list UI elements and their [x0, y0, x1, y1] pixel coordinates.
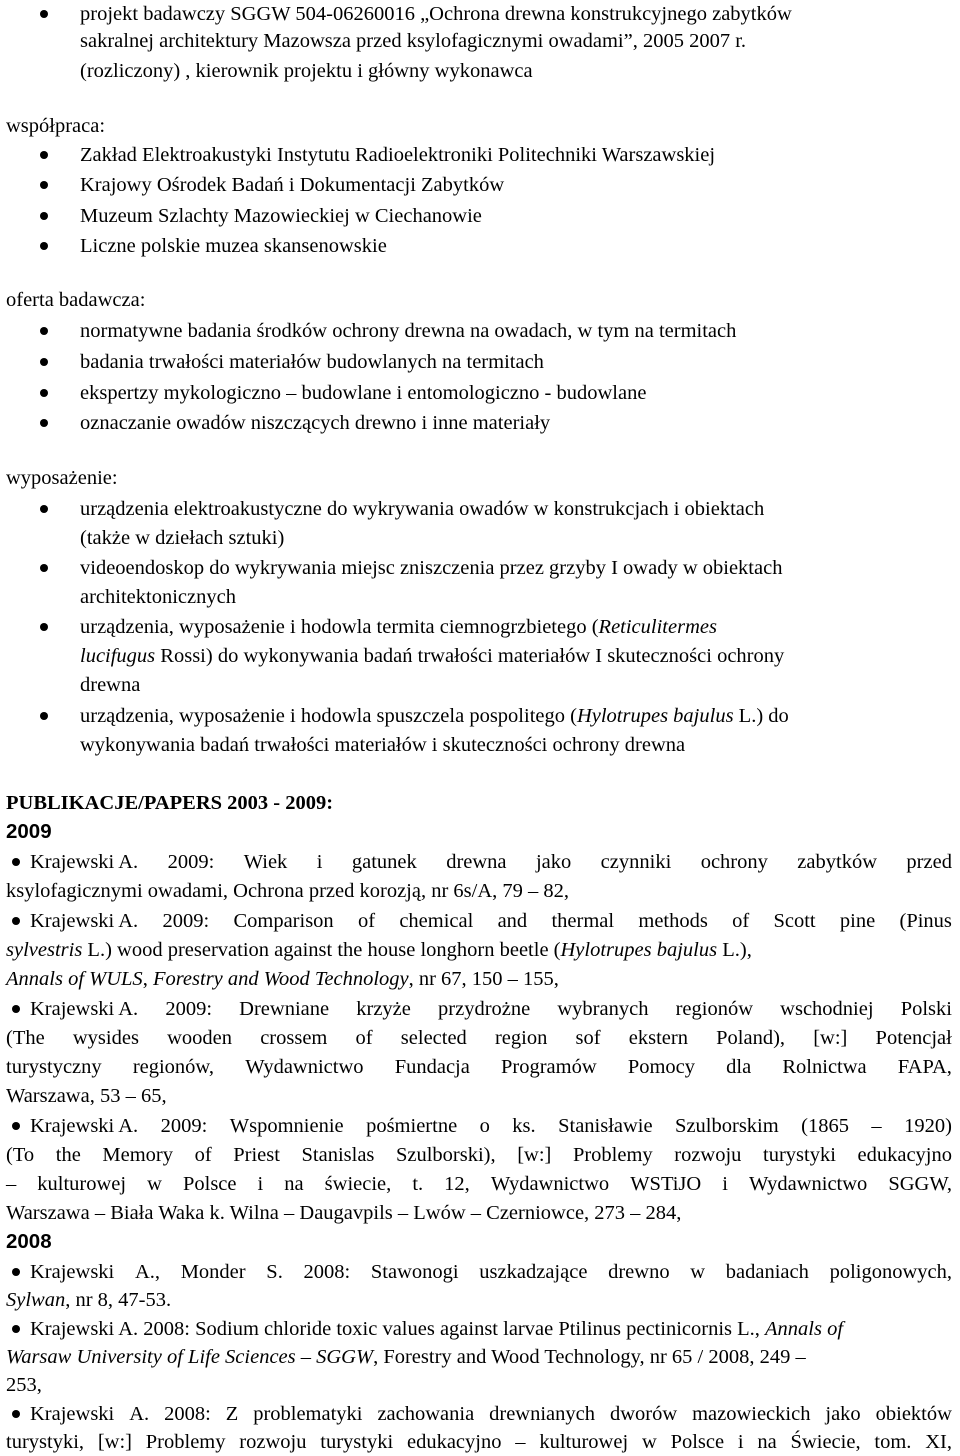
list-item	[80, 613, 717, 641]
publication-line	[30, 907, 952, 935]
word: turystyki	[320, 1431, 394, 1453]
word: Krajewski	[30, 1261, 115, 1283]
list-item: Zakład Elektroakustyki Instytutu Radioelektroniki Politechniki Warszawskiej	[80, 144, 716, 166]
word: chemical	[399, 910, 474, 932]
word: uszkadzające	[479, 1261, 588, 1283]
species-name: sylvestris	[6, 939, 83, 961]
publication-line	[6, 1053, 952, 1081]
word: Pomocy	[627, 1056, 696, 1078]
word: 2009:	[162, 910, 210, 932]
bullet-icon	[40, 712, 48, 720]
word: 2008:	[303, 1261, 351, 1283]
bullet-icon	[40, 212, 48, 220]
list-item	[80, 702, 789, 730]
publication-line	[6, 936, 752, 964]
intro-line: (rozliczony) , kierownik projektu i główny wykonawca	[80, 60, 533, 82]
word: 1920)	[904, 1115, 952, 1137]
bullet-icon	[12, 1325, 20, 1333]
word: 2009:	[165, 998, 213, 1020]
bullet-icon	[40, 327, 48, 335]
text-run: L.),	[717, 939, 752, 961]
list-item: badania trwałości materiałów budowlanych na termitach	[80, 351, 544, 373]
word: Wydawnictwo	[245, 1056, 364, 1078]
word: Krajewski A.	[30, 1115, 139, 1137]
word: i	[722, 1173, 728, 1195]
word: drewna	[446, 851, 507, 873]
word: problematyki	[253, 1403, 363, 1425]
list-item: normatywne badania środków ochrony drewna na owadach, w tym na termitach	[80, 320, 737, 342]
section-heading-equipment: wyposażenie:	[6, 467, 118, 489]
year-heading-2009: 2009	[6, 820, 52, 843]
word: Drewniane	[239, 998, 330, 1020]
word: wybranych	[557, 998, 649, 1020]
word: Polsce	[182, 1173, 237, 1195]
word: –	[871, 1115, 882, 1137]
bullet-icon	[12, 858, 20, 866]
list-item: Muzeum Szlachty Mazowieckiej w Ciechanowie	[80, 205, 482, 227]
list-item-continuation: (także w dziełach sztuki)	[80, 527, 285, 549]
word: (The	[6, 1027, 45, 1049]
word: selected	[400, 1027, 467, 1049]
word: (Pinus	[899, 910, 952, 932]
word: of	[732, 910, 750, 932]
word: i	[257, 1173, 264, 1195]
word: of	[355, 1027, 373, 1049]
word: Stanisławie	[558, 1115, 653, 1137]
word: obiektów	[875, 1403, 952, 1425]
word: Wydawnictwo	[490, 1173, 610, 1195]
word: Krajewski A.	[30, 998, 139, 1020]
word: zachowania	[377, 1403, 475, 1425]
word: świecie,	[324, 1173, 392, 1195]
word: [w:]	[97, 1431, 132, 1453]
word: kulturowej	[539, 1431, 629, 1453]
word: mazowieckich	[692, 1403, 811, 1425]
word: w	[690, 1261, 706, 1283]
publication-line: Warszawa, 53 – 65,	[6, 1085, 167, 1107]
section-heading-publications: PUBLIKACJE/PAPERS 2003 - 2009:	[6, 792, 334, 814]
word: turystyki,	[6, 1431, 85, 1453]
bullet-icon	[40, 389, 48, 397]
text-run: ,	[142, 968, 153, 990]
word: Scott	[773, 910, 816, 932]
word: of	[194, 1144, 212, 1166]
text-run: urządzenia, wyposażenie i hodowla spuszczela pospolitego (	[80, 705, 577, 727]
word: przed	[906, 851, 952, 873]
word: Rolnictwa	[782, 1056, 867, 1078]
publication-line: 253,	[6, 1374, 42, 1396]
list-item: oznaczanie owadów niszczących drewno i inne materiały	[80, 412, 551, 434]
journal-name: Annals of WULS	[6, 968, 143, 990]
word: wschodniej	[780, 998, 874, 1020]
word: Polsce	[670, 1431, 725, 1453]
bullet-icon	[40, 564, 48, 572]
publication-line	[30, 1258, 952, 1286]
word: Świecie,	[790, 1431, 861, 1453]
intro-line: sakralnej architektury Mazowsza przed ksylofagicznymi owadami”, 2005 2007 r.	[80, 30, 747, 52]
text-run: urządzenia, wyposażenie i hodowla termita ciemnogrzbietego (	[80, 616, 599, 638]
word: Wspomnienie	[229, 1115, 344, 1137]
word: Fundacja	[394, 1056, 470, 1078]
publication-line: Warszawa – Biała Waka k. Wilna – Daugavpils – Lwów – Czerniowce, 273 – 284,	[6, 1202, 682, 1224]
word: 12,	[444, 1173, 470, 1195]
word: kulturowej	[37, 1173, 127, 1195]
word: A.,	[134, 1261, 161, 1283]
section-heading-offer: oferta badawcza:	[6, 289, 146, 311]
word: of	[357, 910, 376, 932]
word: Szulborski),	[395, 1144, 496, 1166]
word: rozwoju	[239, 1431, 307, 1453]
word: region	[494, 1027, 548, 1049]
list-item: videoendoskop do wykrywania miejsc zniszczenia przez grzyby I owady w obiektach	[80, 557, 783, 579]
word: (1865	[801, 1115, 849, 1137]
word: regionów	[675, 998, 754, 1020]
word: crossem	[260, 1027, 328, 1049]
word: w	[147, 1173, 162, 1195]
publication-line	[30, 1400, 952, 1428]
word: Programów	[501, 1056, 597, 1078]
word: Comparison	[233, 910, 334, 932]
publication-line	[6, 1286, 171, 1314]
text-run: L.) do	[733, 705, 789, 727]
word: WSTiJO	[630, 1173, 702, 1195]
journal-name: Sylwan	[6, 1289, 66, 1311]
word: badaniach	[725, 1261, 809, 1283]
word: thermal	[551, 910, 615, 932]
word: dla	[726, 1056, 752, 1078]
word: o	[479, 1115, 490, 1137]
word: pośmiertne	[366, 1115, 458, 1137]
publication-line	[6, 1428, 952, 1456]
word: regionów,	[132, 1056, 215, 1078]
word: Monder	[180, 1261, 246, 1283]
word: 2009:	[167, 851, 215, 873]
publication-line	[6, 1024, 952, 1052]
word: Szulborskim	[675, 1115, 779, 1137]
bullet-icon	[40, 10, 48, 18]
species-name: Hylotrupes bajulus	[576, 705, 734, 727]
word: Wiek	[243, 851, 288, 873]
word: przydrożne	[438, 998, 531, 1020]
word: czynniki	[600, 851, 672, 873]
word: wysides	[72, 1027, 139, 1049]
word: turystyczny	[6, 1056, 102, 1078]
list-item: urządzenia elektroakustyczne do wykrywania owadów w konstrukcjach i obiektach	[80, 498, 765, 520]
word: drewnianych	[489, 1403, 595, 1425]
bullet-icon	[40, 419, 48, 427]
word: Memory	[102, 1144, 173, 1166]
word: XI,	[925, 1431, 952, 1453]
word: na	[757, 1431, 777, 1453]
text-run: , Forestry and Wood Technology, nr 65 / 2008, 249 –	[373, 1346, 806, 1368]
word: Stawonogi	[370, 1261, 459, 1283]
word: drewno	[608, 1261, 670, 1283]
word: the	[55, 1144, 81, 1166]
word: Z	[225, 1403, 239, 1425]
word: t.	[412, 1173, 424, 1195]
word: Problemy	[572, 1144, 653, 1166]
year-heading-2008: 2008	[6, 1230, 52, 1253]
species-name: Reticulitermes	[598, 616, 717, 638]
word: sof	[575, 1027, 601, 1049]
word: –	[6, 1173, 17, 1195]
bullet-icon	[40, 181, 48, 189]
bullet-icon	[12, 1005, 20, 1013]
journal-name: Annals of	[765, 1318, 844, 1340]
text-run: Krajewski A. 2008: Sodium chloride toxic values against larvae Ptilinus pectinicornis L.,	[30, 1318, 766, 1340]
section-heading-cooperation: współpraca:	[6, 115, 106, 137]
word: na	[284, 1173, 304, 1195]
word: tom.	[874, 1431, 912, 1453]
list-item: Liczne polskie muzea skansenowskie	[80, 235, 387, 257]
publication-line	[6, 1141, 952, 1169]
bullet-icon	[40, 505, 48, 513]
word: and	[497, 910, 528, 932]
word: ochrony	[700, 851, 768, 873]
species-name: lucifugus	[80, 645, 156, 667]
publication-line	[30, 995, 952, 1023]
word: –	[515, 1431, 526, 1453]
word: ks.	[512, 1115, 536, 1137]
list-item-continuation: architektonicznych	[80, 586, 236, 608]
publication-line	[30, 1315, 843, 1343]
bullet-icon	[40, 242, 48, 250]
word: zabytków	[797, 851, 877, 873]
word: i	[737, 1431, 744, 1453]
word: [w:]	[517, 1144, 552, 1166]
word: pine	[839, 910, 876, 932]
word: wooden	[167, 1027, 233, 1049]
word: edukacyjno	[406, 1431, 502, 1453]
list-item: Krajowy Ośrodek Badań i Dokumentacji Zabytków	[80, 174, 505, 196]
word: gatunek	[351, 851, 417, 873]
word: FAPA,	[897, 1056, 952, 1078]
bullet-icon	[12, 1410, 20, 1418]
publication-line	[6, 1343, 952, 1371]
word: Krajewski	[30, 1403, 115, 1425]
bullet-icon	[12, 917, 20, 925]
word: edukacyjno	[857, 1144, 952, 1166]
journal-name: Warsaw University of Life Sciences – SGGW	[6, 1346, 374, 1368]
word: ekstern	[628, 1027, 688, 1049]
word: Polski	[900, 998, 952, 1020]
word: w	[641, 1431, 657, 1453]
word: Priest	[233, 1144, 280, 1166]
word: (To	[6, 1144, 35, 1166]
word: i	[316, 851, 323, 873]
word: methods	[638, 910, 708, 932]
word: dworów	[609, 1403, 678, 1425]
word: S.	[266, 1261, 283, 1283]
journal-series: Forestry and Wood Technology	[152, 968, 409, 990]
word: krzyże	[356, 998, 411, 1020]
bullet-icon	[12, 1122, 20, 1130]
list-item-continuation: wykonywania badań trwałości materiałów i skuteczności ochrony drewna	[80, 734, 686, 756]
intro-line: projekt badawczy SGGW 504-06260016 „Ochrona drewna konstrukcyjnego zabytków	[80, 3, 792, 25]
word: Stanislas	[301, 1144, 375, 1166]
publication-line	[6, 965, 559, 993]
bullet-icon	[40, 623, 48, 631]
publication-line	[6, 1170, 952, 1198]
word: Krajewski A.	[30, 910, 139, 932]
text-run: L.) wood preservation against the house longhorn beetle (	[82, 939, 561, 961]
list-item: ekspertzy mykologiczno – budowlane i entomologiczno - budowlane	[80, 382, 647, 404]
word: A.	[129, 1403, 150, 1425]
word: rozwoju	[674, 1144, 742, 1166]
publication-line	[30, 848, 952, 876]
word: 2009:	[160, 1115, 208, 1137]
word: jako	[535, 851, 572, 873]
list-item-continuation: drewna	[80, 674, 141, 696]
text-run: Rossi) do wykonywania badań trwałości materiałów I skuteczności ochrony	[155, 645, 785, 667]
word: 2008:	[164, 1403, 211, 1425]
word: turystyki	[763, 1144, 836, 1166]
word: Problemy	[145, 1431, 226, 1453]
bullet-icon	[40, 358, 48, 366]
word: SGGW,	[888, 1173, 952, 1195]
publication-line: ksylofagicznymi owadami, Ochrona przed korozją, nr 6s/A, 79 – 82,	[6, 880, 570, 902]
species-name: Hylotrupes bajulus	[560, 939, 718, 961]
text-run: , nr 8, 47-53.	[65, 1289, 172, 1311]
word: jako	[825, 1403, 861, 1425]
bullet-icon	[40, 151, 48, 159]
list-item-continuation	[80, 642, 784, 670]
word: [w:]	[813, 1027, 848, 1049]
word: Poland),	[716, 1027, 786, 1049]
word: poligonowych,	[829, 1261, 952, 1283]
word: Wydawnictwo	[748, 1173, 868, 1195]
publication-line	[30, 1112, 952, 1140]
text-run: , nr 67, 150 – 155,	[408, 968, 559, 990]
word: Krajewski A.	[30, 851, 139, 873]
bullet-icon	[12, 1268, 20, 1276]
word: Potencjał	[875, 1027, 952, 1049]
